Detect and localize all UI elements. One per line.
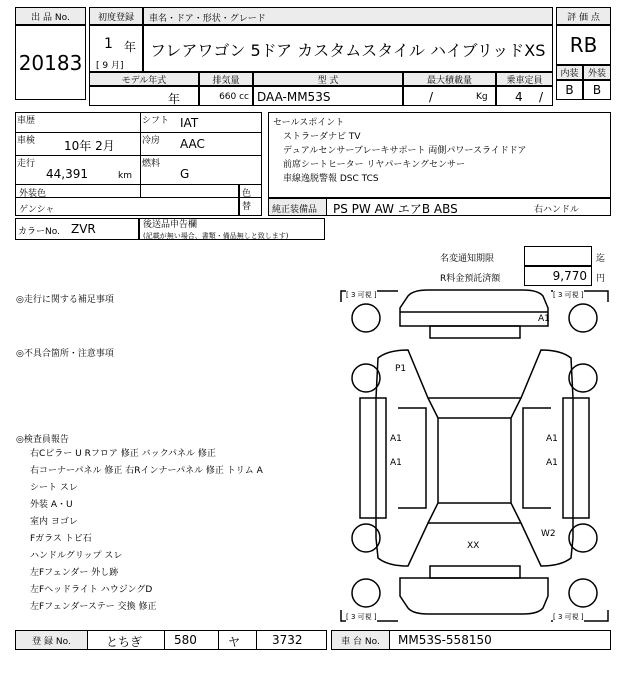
- aftermarket-label: 後送品申告欄: [143, 220, 198, 230]
- color-number-box: [15, 218, 139, 240]
- aircon-label: 冷房: [142, 136, 161, 146]
- mileage-unit: km: [118, 171, 132, 181]
- report-line: 左Fフェンダーステー 交換 修正: [30, 602, 157, 612]
- recycle-label: R料金預託済額: [440, 274, 501, 284]
- max-load: [403, 86, 496, 106]
- damage-mark: P1: [395, 364, 407, 374]
- chassis-row: [331, 630, 611, 650]
- first-registration-year-unit: 年: [124, 40, 137, 54]
- name-change-value: [524, 246, 592, 266]
- steering-side: 右ハンドル: [534, 205, 580, 215]
- inspector-report: [30, 446, 340, 616]
- equipment-list: PS PW AW エアB ABS: [333, 202, 458, 216]
- aircon-value: AAC: [180, 137, 205, 151]
- displacement: 660 cc: [199, 86, 253, 106]
- report-line: 外装 A・U: [30, 500, 73, 510]
- inspector-report-title: ◎検査員報告: [16, 435, 69, 445]
- car-name-label: 車名・ドア・形状・グレード: [143, 7, 553, 25]
- sales-point-1: ストラーダナビ TV: [283, 132, 361, 142]
- paint-change-label: 色替: [239, 184, 262, 216]
- lot-number: 20183: [15, 25, 86, 100]
- car-name: フレアワゴン 5ドア カスタムスタイル ハイブリッドXS: [143, 25, 553, 72]
- mileage-label: 走行: [17, 159, 36, 169]
- exterior-color-box: [15, 184, 239, 216]
- report-line: 右Cピラー U Rフロア 修正 バックパネル 修正: [30, 449, 216, 459]
- max-load-label: 最大積載量: [403, 72, 496, 86]
- exterior-grade: B: [583, 80, 611, 100]
- sales-point-3: 前席シートヒーター リヤパーキングセンサー: [283, 160, 466, 170]
- registration-class: 580: [174, 633, 197, 647]
- model-year: 年: [89, 86, 199, 106]
- aftermarket-box: [139, 218, 325, 240]
- exterior-grade-label: 外装: [583, 65, 611, 80]
- damage-mark: A1: [546, 458, 558, 468]
- report-line: ハンドルグリップ スレ: [30, 551, 123, 561]
- first-registration-year: 1: [104, 36, 113, 52]
- corner-label: [ 3 可視 ]: [346, 291, 377, 299]
- shift-label: シフト: [142, 116, 170, 126]
- model-code-label: 型 式: [253, 72, 403, 86]
- capacity-label: 乗車定員: [496, 72, 553, 86]
- shaken-value: 10年 2月: [64, 139, 115, 153]
- damage-mark: A1: [390, 434, 402, 444]
- capacity-value: 4: [515, 90, 523, 104]
- car-outline: [338, 288, 611, 624]
- damage-mark: A1: [390, 458, 402, 468]
- exterior-color-label: 外装色: [19, 189, 47, 199]
- overall-score: RB: [556, 25, 611, 65]
- first-registration-month: [ 9 月]: [96, 61, 124, 71]
- report-line: 左Fフェンダー 外し跡: [30, 568, 119, 578]
- registration-label: 登 録 No.: [16, 631, 88, 649]
- capacity: [496, 86, 553, 106]
- damage-mark: A1: [546, 434, 558, 444]
- report-line: 左Fヘッドライト ハウジングD: [30, 585, 153, 595]
- registration-row: [15, 630, 327, 650]
- damage-mark: A1: [538, 314, 550, 324]
- max-load-value: /: [429, 90, 434, 104]
- corner-label: [ 3 可視 ]: [553, 613, 584, 621]
- max-load-unit: Kg: [476, 92, 488, 102]
- color-number: ZVR: [71, 222, 96, 236]
- shift-value: IAT: [180, 116, 199, 130]
- model-code: DAA-MM53S: [253, 86, 403, 106]
- name-change-suffix: 迄: [596, 254, 606, 264]
- report-line: 室内 ヨゴレ: [30, 517, 78, 527]
- recycle-unit: 円: [596, 274, 606, 284]
- registration-region: とちぎ: [106, 635, 143, 649]
- corner-label: [ 3 可視 ]: [346, 613, 377, 621]
- first-registration-box: [89, 25, 143, 72]
- damage-mark: XX: [467, 541, 480, 551]
- interior-grade: B: [556, 80, 583, 100]
- report-line: Fガラス トビ石: [30, 534, 92, 544]
- damage-mark: W2: [541, 529, 556, 539]
- sales-point-2: デュアルセンサーブレーキサポート 両側パワースライドドア: [283, 146, 527, 156]
- displacement-label: 排気量: [199, 72, 253, 86]
- chassis-number: MM53S-558150: [398, 633, 492, 647]
- name-change-label: 名変通知期限: [440, 254, 495, 264]
- equipment-row: [268, 198, 611, 216]
- equipment-label: 純正装備品: [269, 199, 327, 215]
- sales-points: [268, 112, 611, 198]
- color-number-label: カラーNo.: [18, 227, 60, 237]
- registration-number: 3732: [272, 633, 303, 647]
- lot-number-label: 出 品 No.: [15, 7, 86, 25]
- fuel-value: G: [180, 167, 190, 181]
- aftermarket-note: (記載が無い場合、書類・備品無しと致します): [143, 232, 289, 240]
- recycle-value: 9,770: [524, 266, 592, 286]
- chassis-label: 車 台 No.: [332, 631, 390, 649]
- exterior-color: ゲンシャ: [19, 205, 55, 215]
- sales-point-4: 車線逸脱警報 DSC TCS: [283, 174, 379, 184]
- shaken-label: 車検: [17, 136, 36, 146]
- capacity-sep: /: [539, 90, 544, 104]
- report-line: シート スレ: [30, 483, 78, 493]
- model-year-label: モデル年式: [89, 72, 199, 86]
- defects-title: ◎不具合箇所・注意事項: [16, 349, 114, 359]
- damage-diagram: [338, 288, 611, 624]
- history-label: 車歴: [17, 116, 36, 126]
- driving-remarks-title: ◎走行に関する補足事項: [16, 295, 114, 305]
- fuel-label: 燃料: [142, 159, 161, 169]
- score-label: 評 価 点: [556, 7, 611, 25]
- corner-label: [ 3 可視 ]: [553, 291, 584, 299]
- report-line: 右コーナーパネル 修正 右Rインナーパネル 修正 トリム A: [30, 466, 263, 476]
- mileage-value: 44,391: [46, 167, 88, 181]
- registration-kana: ヤ: [228, 635, 241, 649]
- interior-grade-label: 内装: [556, 65, 583, 80]
- sales-points-label: セールスポイント: [273, 118, 345, 128]
- first-registration-label: 初度登録: [89, 7, 143, 25]
